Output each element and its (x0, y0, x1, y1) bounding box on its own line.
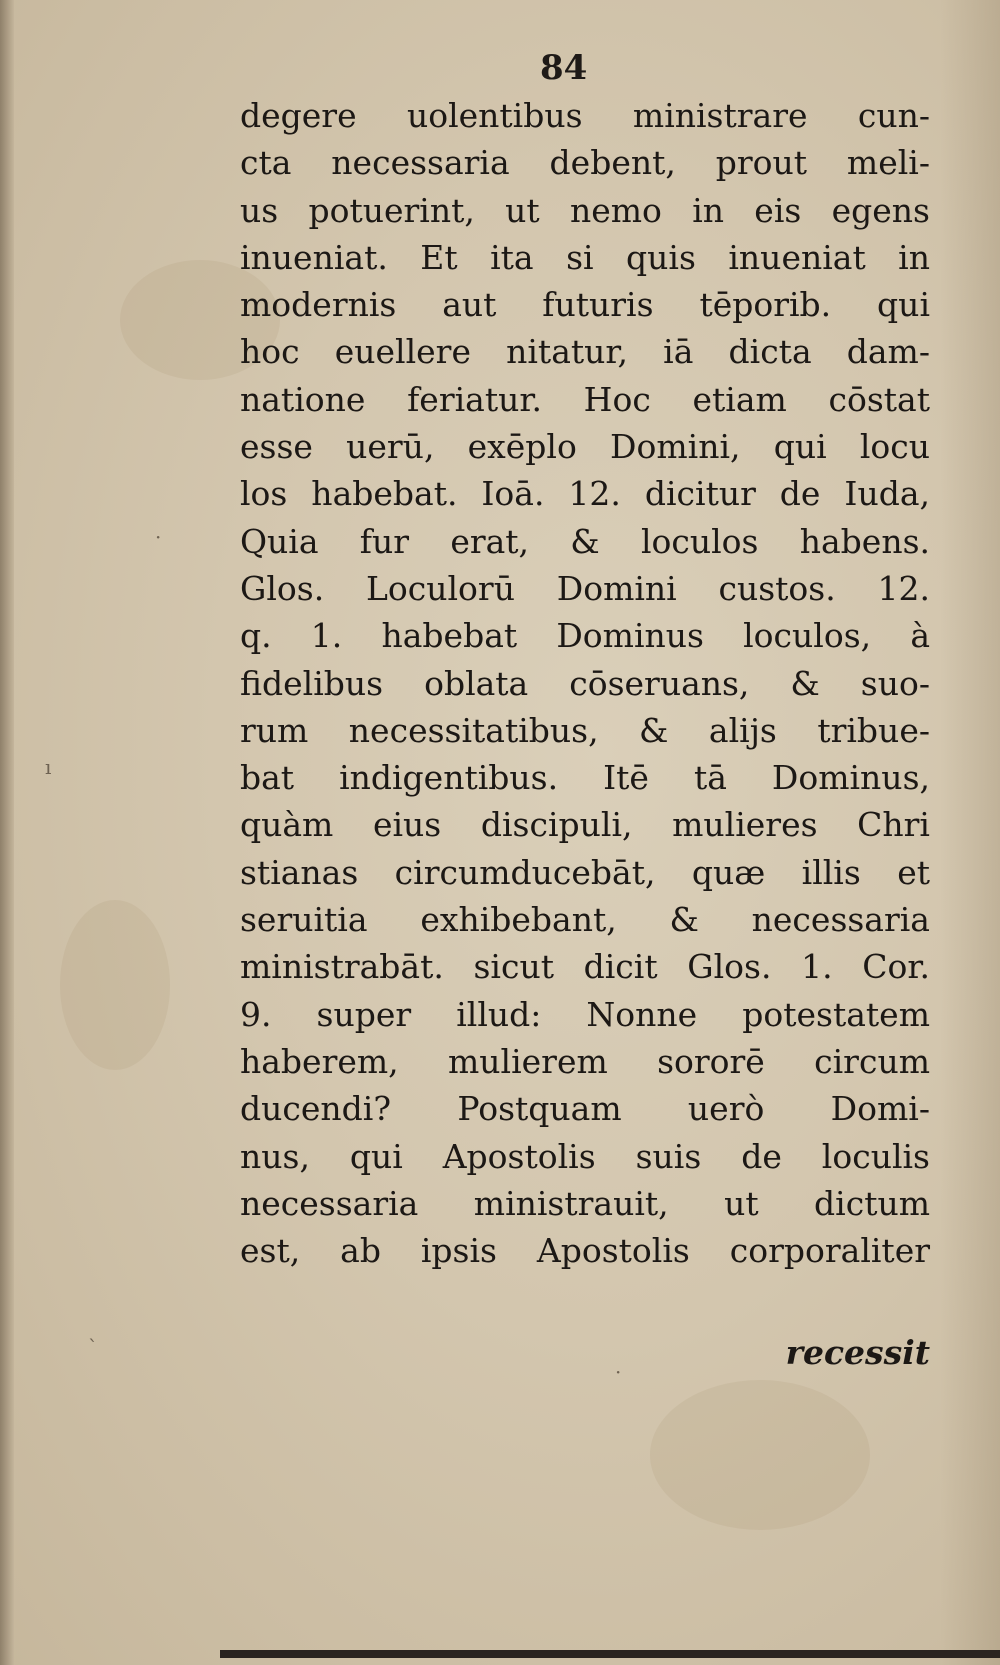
text-line: us potuerint, ut nemo in eis egens (240, 190, 930, 230)
paper-blemish: · (615, 1360, 622, 1384)
text-line: cta necessaria debent, prout meli- (240, 143, 930, 183)
text-line: est, ab ipsis Apostolis corporaliter (240, 1231, 930, 1271)
text-line: necessaria ministrauit, ut dictum (240, 1183, 930, 1223)
text-line: q. 1. habebat Dominus loculos, à (240, 616, 930, 656)
page-number: 84 (540, 48, 588, 88)
bottom-edge-line (220, 1650, 1000, 1658)
text-line: modernis aut futuris tēporib. qui (240, 285, 930, 325)
text-line: bat indigentibus. Itē tā Dominus, (240, 758, 930, 798)
text-line: ministrabāt. sicut dicit Glos. 1. Cor. (240, 947, 930, 987)
text-line: Glos. Loculorū Domini custos. 12. (240, 568, 930, 608)
text-line: natione feriatur. Hoc etiam cōstat (240, 379, 930, 419)
text-line: haberem, mulierem sororē circum (240, 1041, 930, 1081)
body-text (240, 92, 930, 1274)
paper-stain (60, 900, 170, 1070)
text-line: inueniat. Et ita si quis inueniat in (240, 237, 930, 277)
page-gutter-shadow (0, 0, 14, 1665)
text-line: los habebat. Ioā. 12. dicitur de Iuda, (240, 474, 930, 514)
page-edge-shadow (940, 0, 1000, 1665)
text-line: ducendi? Postquam uerò Domi- (240, 1089, 930, 1129)
text-line: stianas circumducebāt, quæ illis et (240, 852, 930, 892)
text-line: esse uerū, exēplo Domini, qui locu (240, 427, 930, 467)
text-line: degere uolentibus ministrare cun- (240, 96, 930, 135)
text-line: 9. super illud: Nonne potestatem (240, 994, 930, 1034)
paper-blemish: · (155, 525, 162, 549)
paper-blemish: ı (45, 755, 52, 779)
text-line: fidelibus oblata cōseruans, & suo- (240, 663, 930, 703)
text-line: Quia fur erat, & loculos habens. (240, 521, 930, 561)
text-line: hoc euellere nitatur, iā dicta dam- (240, 332, 930, 372)
paper-blemish: ` (88, 1335, 98, 1359)
text-line: quàm eius discipuli, mulieres Chri (240, 805, 930, 845)
paper-stain (650, 1380, 870, 1530)
catchword: recessit (785, 1333, 930, 1372)
text-line: rum necessitatibus, & alijs tribue- (240, 710, 930, 750)
text-line: seruitia exhibebant, & necessaria (240, 900, 930, 940)
text-line: nus, qui Apostolis suis de loculis (240, 1136, 930, 1176)
